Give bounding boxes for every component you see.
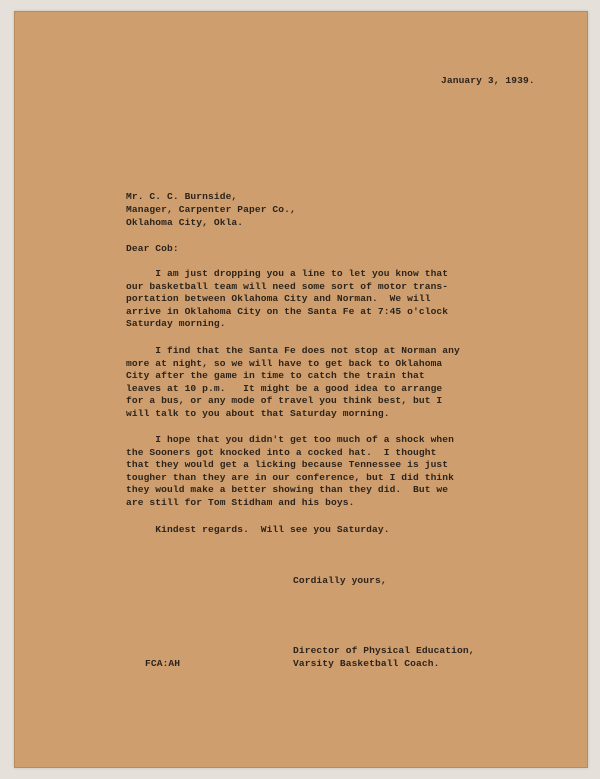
body-paragraph-4: Kindest regards. Will see you Saturday. — [126, 524, 390, 535]
letter-date: January 3, 1939. — [441, 75, 535, 86]
body-paragraph-2: I find that the Santa Fe does not stop at Norman any more at night, so we will have to get back to Oklahoma City after the game in time to catch the train that leaves at 10 p.m. It might be a good idea to arrange for a bus, or any mode of travel you think best, but I will talk to you about that Saturday morning. — [126, 345, 460, 419]
recipient-name: Mr. C. C. Burnside, — [126, 191, 238, 202]
recipient-city: Oklahoma City, Okla. — [126, 217, 244, 228]
signature-title-2: Varsity Basketball Coach. — [293, 658, 440, 669]
letter-page — [14, 11, 588, 768]
reference-initials: FCA:AH — [145, 658, 181, 669]
body-paragraph-3: I hope that you didn't get too much of a shock when the Sooners got knocked into a cocked hat. I thought that they would get a licking because Tennessee is just tougher than they are in our conference, but I did think they would make a better showing than they did. But we are still for Tom Stidham and his boys. — [126, 434, 455, 508]
complimentary-closing: Cordially yours, — [293, 575, 387, 586]
body-paragraph-1: I am just dropping you a line to let you know that our basketball team will need some sort of motor trans- portation between Oklahoma City and Norman. We will arrive in Oklahoma City on the Santa Fe at 7:45 o'clock Saturday morning. — [126, 268, 449, 330]
signature-title-1: Director of Physical Education, — [293, 645, 475, 656]
recipient-title: Manager, Carpenter Paper Co., — [126, 204, 296, 215]
salutation: Dear Cob: — [126, 243, 179, 254]
